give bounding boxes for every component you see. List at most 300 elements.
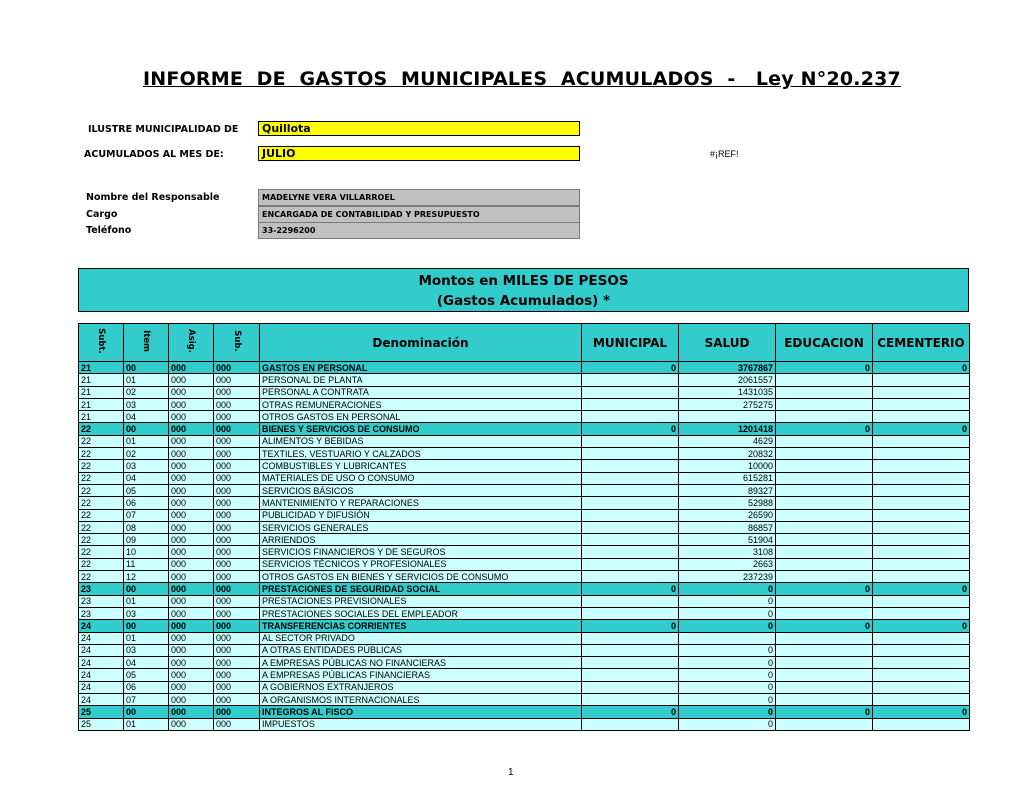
- cell-cementerio[interactable]: [873, 681, 970, 693]
- cell-municipal[interactable]: 0: [582, 620, 679, 632]
- cell-sub[interactable]: 000: [214, 448, 260, 460]
- cell-item[interactable]: 11: [124, 558, 169, 570]
- cell-educacion[interactable]: [776, 411, 873, 423]
- cell-subt[interactable]: 24: [79, 681, 124, 693]
- cell-asig[interactable]: 000: [169, 607, 214, 619]
- cell-salud[interactable]: 0: [679, 718, 776, 730]
- cell-educacion[interactable]: [776, 546, 873, 558]
- cell-sub[interactable]: 000: [214, 644, 260, 656]
- cell-denominacion[interactable]: AL SECTOR PRIVADO: [260, 632, 582, 644]
- cell-educacion[interactable]: [776, 607, 873, 619]
- responsable-field[interactable]: MADELYNE VERA VILLARROEL: [258, 189, 580, 206]
- table-row: [79, 472, 970, 484]
- cell-denominacion[interactable]: IMPUESTOS: [260, 718, 582, 730]
- cargo-field[interactable]: ENCARGADA DE CONTABILIDAD Y PRESUPUESTO: [258, 206, 580, 223]
- cell-asig[interactable]: 000: [169, 521, 214, 533]
- cell-denominacion[interactable]: PERSONAL A CONTRATA: [260, 386, 582, 398]
- cell-item[interactable]: 03: [124, 607, 169, 619]
- cell-subt[interactable]: 22: [79, 497, 124, 509]
- cell-municipal[interactable]: [582, 595, 679, 607]
- cell-municipal[interactable]: [582, 398, 679, 410]
- cell-item[interactable]: 07: [124, 694, 169, 706]
- cell-municipal[interactable]: [582, 669, 679, 681]
- cell-denominacion[interactable]: SERVICIOS GENERALES: [260, 521, 582, 533]
- cell-salud[interactable]: 0: [679, 583, 776, 595]
- cell-educacion[interactable]: [776, 374, 873, 386]
- cell-sub[interactable]: 000: [214, 632, 260, 644]
- cell-salud[interactable]: 0: [679, 657, 776, 669]
- cell-asig[interactable]: 000: [169, 681, 214, 693]
- table-row: [79, 632, 970, 644]
- cell-cementerio[interactable]: [873, 632, 970, 644]
- cell-subt[interactable]: 24: [79, 657, 124, 669]
- cell-salud[interactable]: 0: [679, 595, 776, 607]
- cell-municipal[interactable]: [582, 472, 679, 484]
- cell-sub[interactable]: 000: [214, 571, 260, 583]
- cell-denominacion[interactable]: OTROS GASTOS EN PERSONAL: [260, 411, 582, 423]
- cell-item[interactable]: 01: [124, 632, 169, 644]
- cell-municipal[interactable]: 0: [582, 706, 679, 718]
- cell-municipal[interactable]: [582, 448, 679, 460]
- cell-salud[interactable]: 3108: [679, 546, 776, 558]
- cell-asig[interactable]: 000: [169, 472, 214, 484]
- cell-subt[interactable]: 22: [79, 460, 124, 472]
- table-row: [79, 448, 970, 460]
- cell-denominacion[interactable]: PUBLICIDAD Y DIFUSIÓN: [260, 509, 582, 521]
- cell-item[interactable]: 06: [124, 497, 169, 509]
- header-salud: SALUD: [679, 324, 776, 362]
- cell-asig[interactable]: 000: [169, 546, 214, 558]
- cell-municipal[interactable]: [582, 460, 679, 472]
- cell-denominacion[interactable]: BIENES Y SERVICIOS DE CONSUMO: [260, 423, 582, 435]
- cell-subt[interactable]: 21: [79, 386, 124, 398]
- cell-educacion[interactable]: [776, 472, 873, 484]
- cell-item[interactable]: 08: [124, 521, 169, 533]
- cell-municipal[interactable]: [582, 558, 679, 570]
- cell-subt[interactable]: 25: [79, 718, 124, 730]
- cell-item[interactable]: 00: [124, 706, 169, 718]
- cell-municipal[interactable]: 0: [582, 423, 679, 435]
- cell-educacion[interactable]: [776, 435, 873, 447]
- cell-asig[interactable]: 000: [169, 484, 214, 496]
- cell-sub[interactable]: 000: [214, 386, 260, 398]
- cell-item[interactable]: 05: [124, 484, 169, 496]
- cell-denominacion[interactable]: OTROS GASTOS EN BIENES Y SERVICIOS DE CONSUMO: [260, 571, 582, 583]
- cell-denominacion[interactable]: MANTENIMIENTO Y REPARACIONES: [260, 497, 582, 509]
- table-row: [79, 718, 970, 730]
- cell-denominacion[interactable]: INTEGROS AL FISCO: [260, 706, 582, 718]
- cell-salud[interactable]: 615281: [679, 472, 776, 484]
- cell-salud[interactable]: 52988: [679, 497, 776, 509]
- cell-asig[interactable]: 000: [169, 657, 214, 669]
- cell-cementerio[interactable]: [873, 411, 970, 423]
- cell-sub[interactable]: 000: [214, 534, 260, 546]
- cell-salud[interactable]: [679, 632, 776, 644]
- cell-asig[interactable]: 000: [169, 423, 214, 435]
- cell-sub[interactable]: 000: [214, 583, 260, 595]
- cell-educacion[interactable]: 0: [776, 620, 873, 632]
- cell-item[interactable]: 12: [124, 571, 169, 583]
- cell-educacion[interactable]: [776, 632, 873, 644]
- cell-sub[interactable]: 000: [214, 484, 260, 496]
- cell-municipal[interactable]: [582, 411, 679, 423]
- cell-asig[interactable]: 000: [169, 571, 214, 583]
- cell-cementerio[interactable]: [873, 521, 970, 533]
- cell-item[interactable]: 04: [124, 411, 169, 423]
- banner-line-1: Montos en MILES DE PESOS: [418, 273, 629, 289]
- cell-denominacion[interactable]: TEXTILES, VESTUARIO Y CALZADOS: [260, 448, 582, 460]
- cell-denominacion[interactable]: PRESTACIONES DE SEGURIDAD SOCIAL: [260, 583, 582, 595]
- cell-subt[interactable]: 22: [79, 448, 124, 460]
- cell-educacion[interactable]: [776, 558, 873, 570]
- cell-asig[interactable]: 000: [169, 386, 214, 398]
- table-row: [79, 571, 970, 583]
- cell-cementerio[interactable]: [873, 374, 970, 386]
- cell-asig[interactable]: 000: [169, 694, 214, 706]
- cell-subt[interactable]: 24: [79, 620, 124, 632]
- cell-salud[interactable]: 51904: [679, 534, 776, 546]
- cell-educacion[interactable]: [776, 521, 873, 533]
- cell-salud[interactable]: [679, 411, 776, 423]
- cell-subt[interactable]: 22: [79, 558, 124, 570]
- cell-asig[interactable]: 000: [169, 632, 214, 644]
- cell-asig[interactable]: 000: [169, 497, 214, 509]
- cell-asig[interactable]: 000: [169, 448, 214, 460]
- cell-salud[interactable]: 1431035: [679, 386, 776, 398]
- cell-sub[interactable]: 000: [214, 595, 260, 607]
- cell-educacion[interactable]: [776, 694, 873, 706]
- cell-cementerio[interactable]: 0: [873, 706, 970, 718]
- cell-sub[interactable]: 000: [214, 669, 260, 681]
- cell-sub[interactable]: 000: [214, 460, 260, 472]
- header-cementerio: CEMENTERIO: [873, 324, 970, 362]
- cell-subt[interactable]: 25: [79, 706, 124, 718]
- cell-cementerio[interactable]: [873, 718, 970, 730]
- cargo-label: Cargo: [86, 209, 118, 220]
- cell-salud[interactable]: 86857: [679, 521, 776, 533]
- acumulados-label: ACUMULADOS AL MES DE:: [84, 149, 224, 160]
- cell-asig[interactable]: 000: [169, 411, 214, 423]
- cell-item[interactable]: 05: [124, 669, 169, 681]
- cell-denominacion[interactable]: A EMPRESAS PÚBLICAS FINANCIERAS: [260, 669, 582, 681]
- cell-salud[interactable]: 20832: [679, 448, 776, 460]
- cell-educacion[interactable]: [776, 657, 873, 669]
- cell-cementerio[interactable]: 0: [873, 583, 970, 595]
- cell-cementerio[interactable]: [873, 694, 970, 706]
- report-title: INFORME DE GASTOS MUNICIPALES ACUMULADOS - Ley N°20.237: [143, 68, 901, 90]
- cell-municipal[interactable]: [582, 521, 679, 533]
- cell-salud[interactable]: 0: [679, 607, 776, 619]
- cell-asig[interactable]: 000: [169, 534, 214, 546]
- cell-municipal[interactable]: [582, 435, 679, 447]
- cell-municipal[interactable]: 0: [582, 362, 679, 374]
- cell-sub[interactable]: 000: [214, 374, 260, 386]
- cell-municipal[interactable]: [582, 694, 679, 706]
- cell-cementerio[interactable]: [873, 558, 970, 570]
- cell-asig[interactable]: 000: [169, 435, 214, 447]
- cell-educacion[interactable]: [776, 484, 873, 496]
- cell-sub[interactable]: 000: [214, 521, 260, 533]
- cell-asig[interactable]: 000: [169, 644, 214, 656]
- cell-educacion[interactable]: [776, 571, 873, 583]
- cell-salud[interactable]: 0: [679, 706, 776, 718]
- cell-cementerio[interactable]: [873, 448, 970, 460]
- cell-sub[interactable]: 000: [214, 620, 260, 632]
- cell-asig[interactable]: 000: [169, 583, 214, 595]
- cell-sub[interactable]: 000: [214, 558, 260, 570]
- cell-cementerio[interactable]: [873, 546, 970, 558]
- cell-subt[interactable]: 22: [79, 509, 124, 521]
- cell-salud[interactable]: 4629: [679, 435, 776, 447]
- cell-sub[interactable]: 000: [214, 509, 260, 521]
- table-row: [79, 362, 970, 374]
- cell-cementerio[interactable]: [873, 460, 970, 472]
- cell-sub[interactable]: 000: [214, 706, 260, 718]
- cell-salud[interactable]: 0: [679, 620, 776, 632]
- cell-subt[interactable]: 23: [79, 595, 124, 607]
- cell-subt[interactable]: 24: [79, 694, 124, 706]
- cell-educacion[interactable]: [776, 669, 873, 681]
- cell-subt[interactable]: 21: [79, 411, 124, 423]
- cell-salud[interactable]: 26590: [679, 509, 776, 521]
- cell-salud[interactable]: 2061557: [679, 374, 776, 386]
- cell-asig[interactable]: 000: [169, 620, 214, 632]
- cell-cementerio[interactable]: [873, 644, 970, 656]
- cell-educacion[interactable]: [776, 718, 873, 730]
- cell-salud[interactable]: 237239: [679, 571, 776, 583]
- cell-municipal[interactable]: [582, 374, 679, 386]
- cell-asig[interactable]: 000: [169, 362, 214, 374]
- cell-educacion[interactable]: [776, 386, 873, 398]
- cell-subt[interactable]: 21: [79, 398, 124, 410]
- cell-cementerio[interactable]: [873, 509, 970, 521]
- cell-cementerio[interactable]: [873, 534, 970, 546]
- cell-subt[interactable]: 22: [79, 435, 124, 447]
- header-municipal: MUNICIPAL: [582, 324, 679, 362]
- cell-educacion[interactable]: [776, 398, 873, 410]
- cell-subt[interactable]: 22: [79, 484, 124, 496]
- cell-denominacion[interactable]: PRESTACIONES SOCIALES DEL EMPLEADOR: [260, 607, 582, 619]
- telefono-label: Teléfono: [86, 225, 132, 236]
- cell-subt[interactable]: 22: [79, 423, 124, 435]
- cell-asig[interactable]: 000: [169, 509, 214, 521]
- cell-subt[interactable]: 24: [79, 644, 124, 656]
- cell-subt[interactable]: 23: [79, 583, 124, 595]
- cell-cementerio[interactable]: [873, 669, 970, 681]
- cell-municipal[interactable]: [582, 546, 679, 558]
- cell-municipal[interactable]: [582, 718, 679, 730]
- cell-salud[interactable]: 0: [679, 644, 776, 656]
- cell-item[interactable]: 03: [124, 398, 169, 410]
- cell-cementerio[interactable]: [873, 571, 970, 583]
- cell-municipal[interactable]: [582, 571, 679, 583]
- cell-municipal[interactable]: [582, 386, 679, 398]
- cell-subt[interactable]: 24: [79, 632, 124, 644]
- cell-cementerio[interactable]: 0: [873, 362, 970, 374]
- cell-educacion[interactable]: [776, 534, 873, 546]
- cell-denominacion[interactable]: A EMPRESAS PÚBLICAS NO FINANCIERAS: [260, 657, 582, 669]
- cell-educacion[interactable]: [776, 497, 873, 509]
- cell-municipal[interactable]: [582, 497, 679, 509]
- cell-denominacion[interactable]: SERVICIOS BÁSICOS: [260, 484, 582, 496]
- cell-denominacion[interactable]: COMBUSTIBLES Y LUBRICANTES: [260, 460, 582, 472]
- telefono-field[interactable]: 33-2296200: [258, 222, 580, 239]
- cell-denominacion[interactable]: SERVICIOS TÉCNICOS Y PROFESIONALES: [260, 558, 582, 570]
- cell-asig[interactable]: 000: [169, 706, 214, 718]
- cell-educacion[interactable]: [776, 448, 873, 460]
- cell-municipal[interactable]: [582, 681, 679, 693]
- cell-sub[interactable]: 000: [214, 472, 260, 484]
- cell-asig[interactable]: 000: [169, 595, 214, 607]
- cell-salud[interactable]: 3767867: [679, 362, 776, 374]
- cell-denominacion[interactable]: A ORGANISMOS INTERNACIONALES: [260, 694, 582, 706]
- cell-educacion[interactable]: [776, 644, 873, 656]
- cell-cementerio[interactable]: [873, 398, 970, 410]
- cell-item[interactable]: 01: [124, 595, 169, 607]
- cell-item[interactable]: 03: [124, 644, 169, 656]
- cell-denominacion[interactable]: OTRAS REMUNERACIONES: [260, 398, 582, 410]
- cell-cementerio[interactable]: [873, 497, 970, 509]
- cell-municipal[interactable]: [582, 607, 679, 619]
- cell-asig[interactable]: 000: [169, 398, 214, 410]
- cell-subt[interactable]: 21: [79, 362, 124, 374]
- cell-item[interactable]: 01: [124, 435, 169, 447]
- cell-educacion[interactable]: 0: [776, 423, 873, 435]
- cell-item[interactable]: 09: [124, 534, 169, 546]
- cell-item[interactable]: 01: [124, 374, 169, 386]
- cell-municipal[interactable]: 0: [582, 583, 679, 595]
- cell-cementerio[interactable]: 0: [873, 423, 970, 435]
- page-number: 1: [508, 767, 514, 778]
- cell-asig[interactable]: 000: [169, 558, 214, 570]
- cell-item[interactable]: 10: [124, 546, 169, 558]
- cell-item[interactable]: 00: [124, 362, 169, 374]
- cell-municipal[interactable]: [582, 632, 679, 644]
- table-row: [79, 644, 970, 656]
- cell-cementerio[interactable]: [873, 472, 970, 484]
- cell-denominacion[interactable]: SERVICIOS FINANCIEROS Y DE SEGUROS: [260, 546, 582, 558]
- cell-municipal[interactable]: [582, 657, 679, 669]
- cell-subt[interactable]: 22: [79, 521, 124, 533]
- cell-sub[interactable]: 000: [214, 657, 260, 669]
- cell-subt[interactable]: 23: [79, 607, 124, 619]
- table-row: [79, 669, 970, 681]
- cell-item[interactable]: 03: [124, 460, 169, 472]
- cell-educacion[interactable]: [776, 509, 873, 521]
- cell-salud[interactable]: 89327: [679, 484, 776, 496]
- cell-denominacion[interactable]: ALIMENTOS Y BEBIDAS: [260, 435, 582, 447]
- table-row: [79, 497, 970, 509]
- cell-denominacion[interactable]: TRANSFERENCIAS CORRIENTES: [260, 620, 582, 632]
- cell-item[interactable]: 00: [124, 423, 169, 435]
- table-row: [79, 435, 970, 447]
- cell-item[interactable]: 07: [124, 509, 169, 521]
- cell-subt[interactable]: 21: [79, 374, 124, 386]
- cell-sub[interactable]: 000: [214, 497, 260, 509]
- cell-subt[interactable]: 22: [79, 472, 124, 484]
- cell-salud[interactable]: 1201418: [679, 423, 776, 435]
- cell-sub[interactable]: 000: [214, 435, 260, 447]
- cell-cementerio[interactable]: [873, 657, 970, 669]
- cell-cementerio[interactable]: [873, 607, 970, 619]
- expenses-table: [78, 323, 970, 731]
- cell-sub[interactable]: 000: [214, 607, 260, 619]
- cell-salud[interactable]: 0: [679, 669, 776, 681]
- table-row: [79, 681, 970, 693]
- cell-cementerio[interactable]: [873, 595, 970, 607]
- cell-sub[interactable]: 000: [214, 398, 260, 410]
- cell-municipal[interactable]: [582, 534, 679, 546]
- cell-item[interactable]: 02: [124, 386, 169, 398]
- mes-field[interactable]: JULIO: [258, 146, 580, 161]
- cell-sub[interactable]: 000: [214, 681, 260, 693]
- cell-cementerio[interactable]: [873, 386, 970, 398]
- cell-municipal[interactable]: [582, 509, 679, 521]
- cell-denominacion[interactable]: MATERIALES DE USO O CONSUMO: [260, 472, 582, 484]
- cell-salud[interactable]: 10000: [679, 460, 776, 472]
- cell-item[interactable]: 04: [124, 657, 169, 669]
- cell-asig[interactable]: 000: [169, 669, 214, 681]
- cell-sub[interactable]: 000: [214, 718, 260, 730]
- cell-denominacion[interactable]: A GOBIERNOS EXTRANJEROS: [260, 681, 582, 693]
- cell-item[interactable]: 00: [124, 620, 169, 632]
- cell-item[interactable]: 04: [124, 472, 169, 484]
- cell-cementerio[interactable]: 0: [873, 620, 970, 632]
- cell-sub[interactable]: 000: [214, 411, 260, 423]
- cell-subt[interactable]: 24: [79, 669, 124, 681]
- cell-salud[interactable]: 0: [679, 694, 776, 706]
- cell-sub[interactable]: 000: [214, 423, 260, 435]
- cell-sub[interactable]: 000: [214, 694, 260, 706]
- cell-municipal[interactable]: [582, 484, 679, 496]
- cell-item[interactable]: 02: [124, 448, 169, 460]
- table-row: [79, 620, 970, 632]
- cell-item[interactable]: 00: [124, 583, 169, 595]
- cell-educacion[interactable]: 0: [776, 706, 873, 718]
- cell-subt[interactable]: 22: [79, 546, 124, 558]
- cell-denominacion[interactable]: A OTRAS ENTIDADES PÚBLICAS: [260, 644, 582, 656]
- cell-item[interactable]: 06: [124, 681, 169, 693]
- cell-salud[interactable]: 2663: [679, 558, 776, 570]
- cell-sub[interactable]: 000: [214, 362, 260, 374]
- cell-subt[interactable]: 22: [79, 571, 124, 583]
- cell-educacion[interactable]: [776, 460, 873, 472]
- cell-denominacion[interactable]: GASTOS EN PERSONAL: [260, 362, 582, 374]
- table-row: [79, 411, 970, 423]
- cell-educacion[interactable]: 0: [776, 583, 873, 595]
- cell-asig[interactable]: 000: [169, 718, 214, 730]
- cell-subt[interactable]: 22: [79, 534, 124, 546]
- cell-educacion[interactable]: [776, 681, 873, 693]
- cell-cementerio[interactable]: [873, 484, 970, 496]
- cell-denominacion[interactable]: PERSONAL DE PLANTA: [260, 374, 582, 386]
- cell-asig[interactable]: 000: [169, 374, 214, 386]
- cell-educacion[interactable]: [776, 595, 873, 607]
- table-row: [79, 521, 970, 533]
- cell-salud[interactable]: 0: [679, 681, 776, 693]
- cell-denominacion[interactable]: ARRIENDOS: [260, 534, 582, 546]
- cell-denominacion[interactable]: PRESTACIONES PREVISIONALES: [260, 595, 582, 607]
- cell-item[interactable]: 01: [124, 718, 169, 730]
- cell-sub[interactable]: 000: [214, 546, 260, 558]
- cell-municipal[interactable]: [582, 644, 679, 656]
- cell-educacion[interactable]: 0: [776, 362, 873, 374]
- cell-salud[interactable]: 275275: [679, 398, 776, 410]
- municipalidad-field[interactable]: Quillota: [258, 121, 580, 136]
- cell-cementerio[interactable]: [873, 435, 970, 447]
- cell-asig[interactable]: 000: [169, 460, 214, 472]
- header-denominacion: Denominación: [260, 324, 582, 362]
